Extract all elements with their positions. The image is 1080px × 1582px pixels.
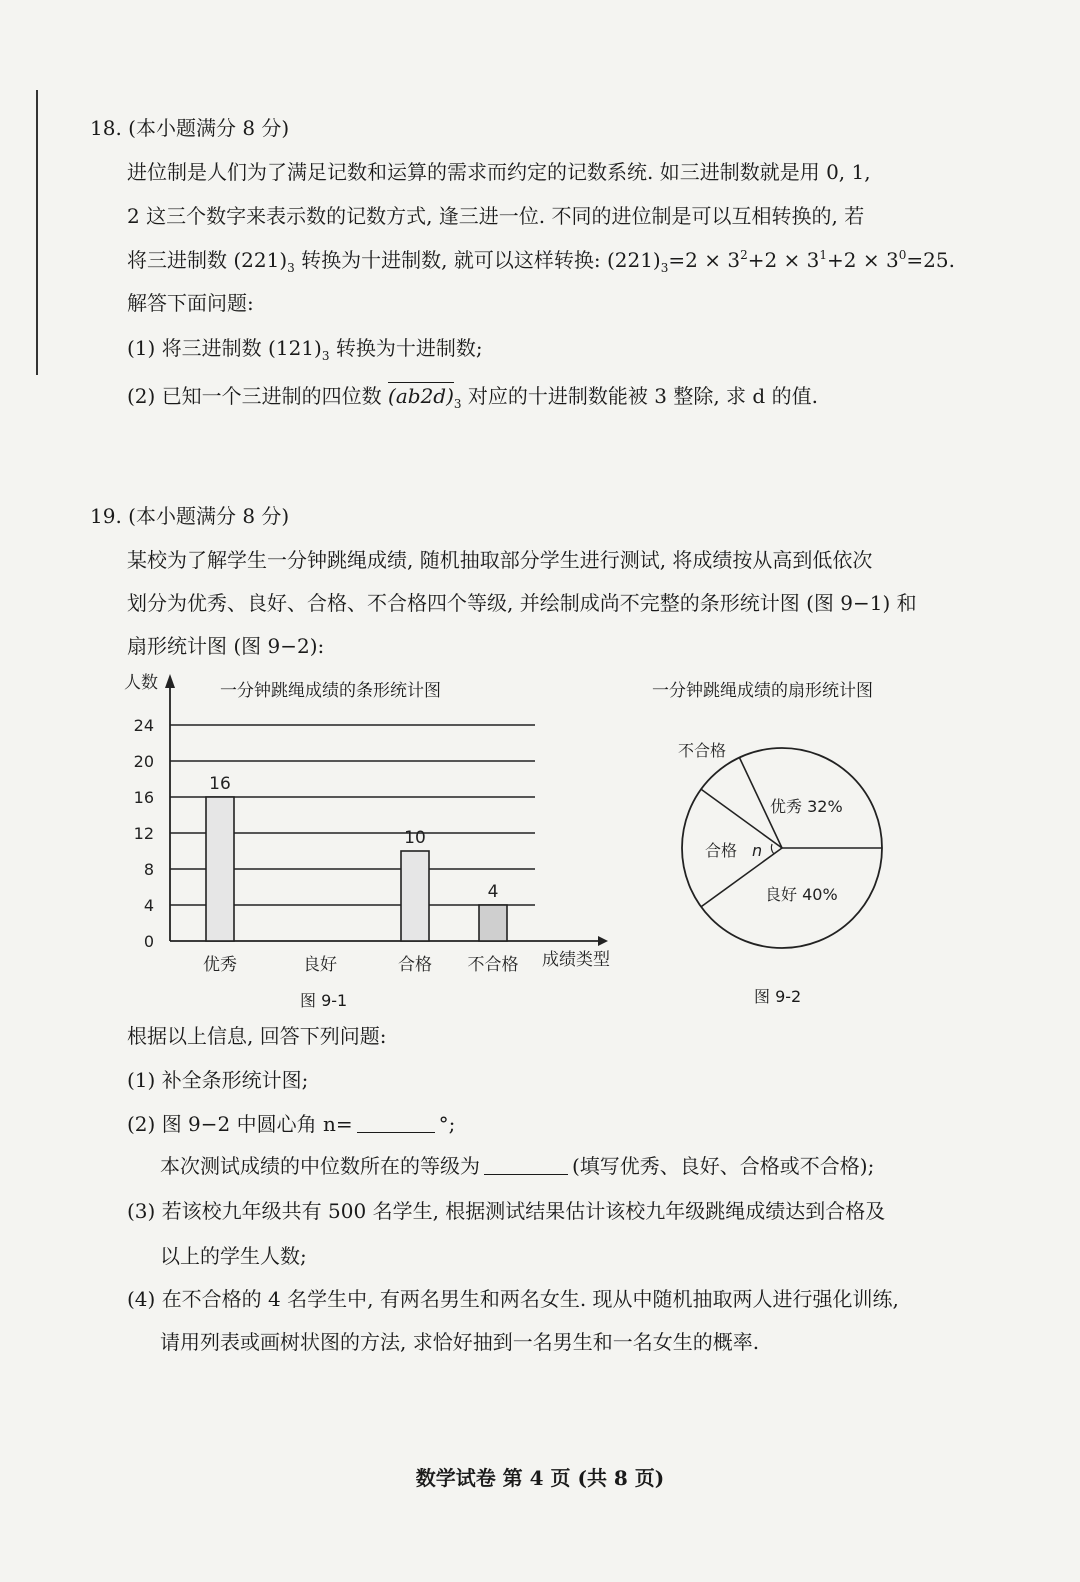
exponent: 1 [819, 248, 828, 262]
q18-header [90, 112, 289, 141]
q18-paragraph-line2: 2 这三个数字来表示数的记数方式, 逢三进一位. 不同的进位制是可以互相转换的, 若 [127, 204, 865, 228]
q18-score: (本小题满分 8 分) [128, 116, 290, 140]
answer-blank-angle[interactable] [357, 1114, 435, 1133]
q18-prompt: 解答下面问题: [127, 291, 254, 315]
q18-text: =25. [906, 248, 955, 272]
exponent: 2 [740, 248, 748, 262]
angle-label: n [752, 841, 763, 860]
y-tick-label: 24 [133, 716, 154, 735]
q18-text: (2) 已知一个三进制的四位数 [127, 384, 389, 408]
y-tick-label: 0 [143, 932, 154, 951]
bar-chart-title: 一分钟跳绳成绩的条形统计图 [220, 681, 441, 701]
q19-intro: 根据以上信息, 回答下列问题: [127, 1024, 387, 1048]
x-tick-label: 合格 [398, 955, 432, 975]
bar-value-label: 10 [404, 828, 426, 848]
q19-subquestion-1: (1) 补全条形统计图; [127, 1068, 309, 1092]
q18-paragraph-line3 [127, 244, 955, 273]
pie-slice-label: 合格 [705, 841, 738, 860]
angle-arc [771, 844, 774, 854]
bar [401, 851, 429, 941]
q19-number: 19. [90, 504, 122, 528]
q19-header [90, 500, 289, 529]
overlined-number: (ab2d) [388, 384, 454, 408]
q18-text: +2 × 3 [827, 248, 899, 272]
q19-subquestion-2 [127, 1108, 455, 1137]
q18-paragraph-line1: 进位制是人们为了满足记数和运算的需求而约定的记数系统. 如三进制数就是用 0, 1, [127, 160, 871, 184]
answer-blank-median[interactable] [484, 1156, 568, 1175]
bar-chart-caption: 图 9-1 [300, 991, 348, 1010]
q18-text: 转换为十进制数, 就可以这样转换: (221) [294, 248, 661, 272]
base-subscript: 3 [453, 397, 462, 411]
y-tick-label: 16 [133, 788, 154, 807]
pie-chart-title: 一分钟跳绳成绩的扇形统计图 [652, 681, 873, 701]
q19-paragraph-line2: 划分为优秀、良好、合格、不合格四个等级, 并绘制成尚不完整的条形统计图 (图 9−1) 和 [127, 591, 917, 615]
q19-text: (填写优秀、良好、合格或不合格); [572, 1154, 875, 1178]
q18-subquestion-1 [127, 332, 483, 361]
y-axis-arrow [165, 674, 175, 688]
base-subscript: 3 [287, 261, 295, 275]
q19-paragraph-line1: 某校为了解学生一分钟跳绳成绩, 随机抽取部分学生进行测试, 将成绩按从高到低依次 [127, 548, 873, 572]
pie-chart [660, 720, 900, 970]
bar [206, 797, 234, 941]
pie-slice-label: 优秀 32% [770, 797, 843, 816]
bar-chart [110, 666, 640, 986]
q19-text: (2) 图 9−2 中圆心角 n= [127, 1112, 353, 1136]
q19-subquestion-4-line2: 请用列表或画树状图的方法, 求恰好抽到一名男生和一名女生的概率. [160, 1330, 760, 1354]
q18-text: 将三进制数 (221) [127, 248, 288, 272]
base-subscript: 3 [321, 349, 330, 363]
y-tick-label: 12 [133, 824, 154, 843]
q18-number: 18. [90, 116, 122, 140]
q18-text: +2 × 3 [747, 248, 820, 272]
q18-text: (1) 将三进制数 (121) [127, 336, 322, 360]
q19-text: 本次测试成绩的中位数所在的等级为 [160, 1154, 480, 1178]
q18-subquestion-2 [127, 380, 818, 409]
exponent: 0 [898, 248, 907, 262]
y-tick-label: 20 [133, 752, 154, 771]
q19-subquestion-3-line2: 以上的学生人数; [160, 1244, 307, 1268]
y-tick-label: 4 [143, 896, 154, 915]
pie-slice-label: 良好 40% [765, 885, 838, 904]
q19-subquestion-2-line2 [160, 1150, 874, 1179]
y-axis-label: 人数 [124, 673, 158, 693]
pie-slice-label: 不合格 [678, 741, 727, 760]
bar [479, 905, 507, 941]
q18-text: 转换为十进制数; [329, 336, 483, 360]
q19-subquestion-3-line1: (3) 若该校九年级共有 500 名学生, 根据测试结果估计该校九年级跳绳成绩达到合格及 [127, 1199, 886, 1223]
x-axis-arrow [598, 936, 608, 946]
x-tick-label: 不合格 [467, 955, 519, 975]
q19-score: (本小题满分 8 分) [128, 504, 290, 528]
q19-paragraph-line3: 扇形统计图 (图 9−2): [127, 634, 325, 658]
x-tick-label: 优秀 [203, 955, 237, 975]
x-axis-label: 成绩类型 [542, 950, 610, 970]
base-subscript: 3 [660, 261, 669, 275]
page-footer: 数学试卷 第 4 页 (共 8 页) [415, 1466, 665, 1490]
pie-chart-caption: 图 9-2 [754, 987, 802, 1006]
q19-subquestion-4-line1: (4) 在不合格的 4 名学生中, 有两名男生和两名女生. 现从中随机抽取两人进行强化训练, [127, 1287, 899, 1311]
bar-value-label: 4 [487, 882, 499, 902]
q19-text: °; [438, 1112, 456, 1136]
bar-value-label: 16 [209, 774, 231, 794]
binding-margin-line [36, 90, 38, 375]
y-tick-label: 8 [143, 860, 154, 879]
q18-text: =2 × 3 [668, 248, 741, 272]
x-tick-label: 良好 [303, 955, 337, 975]
q18-text: 对应的十进制数能被 3 整除, 求 d 的值. [461, 384, 818, 408]
